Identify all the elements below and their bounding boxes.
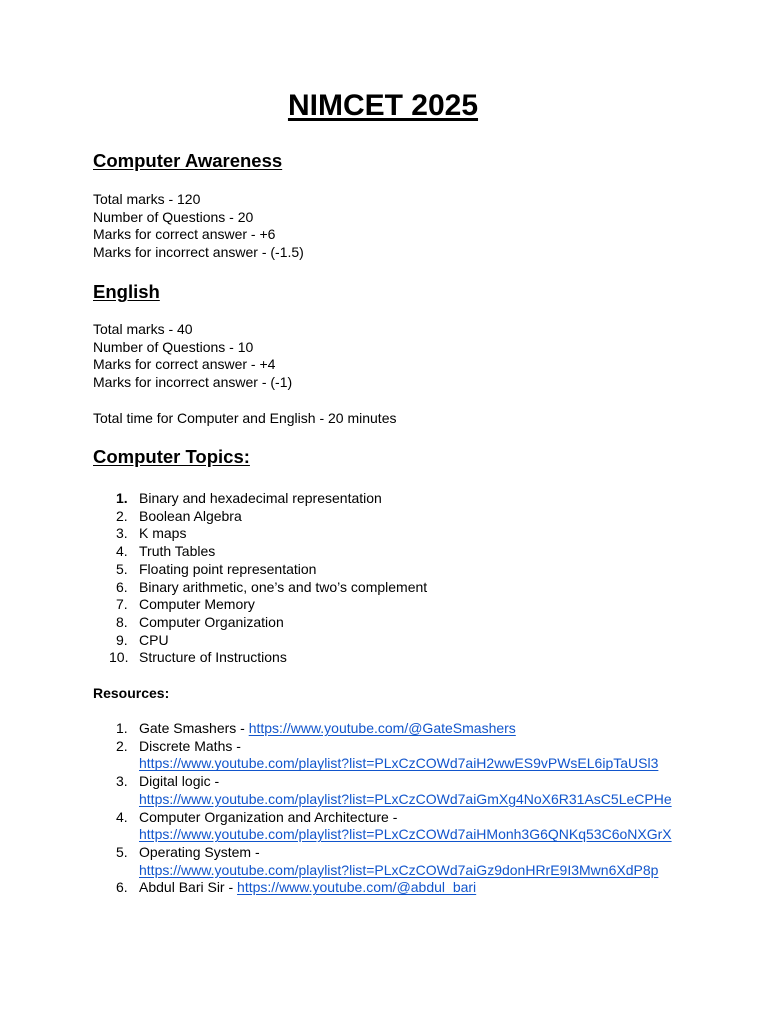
list-number: 5. [116, 560, 128, 577]
list-item [93, 738, 683, 773]
operating-system-link[interactable]: https://www.youtube.com/playlist?list=PLxCzCOWd7aiGz9donHRrE9I3Mwn6XdP8p [139, 861, 659, 878]
list-item [93, 632, 683, 650]
resource-label: Discrete Maths - [139, 737, 241, 754]
list-number: 10. [109, 649, 129, 666]
resource-label: Computer Organization and Architecture - [139, 808, 398, 825]
list-number: 4. [116, 808, 128, 825]
list-item [93, 844, 683, 879]
topic-text: Computer Memory [139, 596, 255, 613]
ca-total-marks: Total marks - 120 [93, 191, 201, 207]
en-correct-marks: Marks for correct answer - +4 [93, 356, 276, 373]
list-item [93, 490, 683, 508]
list-number: 6. [116, 578, 128, 595]
topic-text: Floating point representation [139, 560, 317, 577]
list-item [93, 809, 683, 844]
list-item [93, 543, 683, 561]
document-title: NIMCET 2025 [287, 89, 479, 122]
list-item [93, 561, 683, 579]
list-number: 8. [116, 613, 128, 630]
list-item [93, 525, 683, 543]
topic-text: Binary arithmetic, one’s and two’s complement [139, 578, 428, 595]
en-number-of-questions: Number of Questions - 10 [93, 338, 254, 355]
computer-awareness-details [93, 191, 304, 262]
list-number: 2. [116, 737, 128, 754]
abdul-bari-link[interactable]: https://www.youtube.com/@abdul_bari [237, 879, 477, 896]
list-number: 3. [116, 773, 128, 790]
list-number: 9. [116, 631, 128, 648]
topic-text: CPU [139, 631, 169, 648]
list-item [93, 649, 683, 667]
list-number: 2. [116, 507, 128, 524]
coa-link[interactable]: https://www.youtube.com/playlist?list=PLxCzCOWd7aiHMonh3G6QNKq53C6oNXGrX [139, 826, 672, 843]
resources-heading: Resources: [93, 685, 170, 701]
topic-text: Binary and hexadecimal representation [139, 490, 382, 506]
topic-text: K maps [139, 525, 187, 542]
english-heading: English [93, 281, 160, 302]
digital-logic-link[interactable]: https://www.youtube.com/playlist?list=PLxCzCOWd7aiGmXg4NoX6R31AsC5LeCPHe [139, 790, 672, 807]
discrete-maths-link[interactable]: https://www.youtube.com/playlist?list=PLxCzCOWd7aiH2wwES9vPWsEL6ipTaUSl3 [139, 755, 659, 772]
english-details [93, 321, 292, 392]
list-item [93, 879, 683, 897]
resource-label: Abdul Bari Sir - [139, 879, 238, 896]
topic-text: Computer Organization [139, 613, 284, 630]
ca-number-of-questions: Number of Questions - 20 [93, 208, 254, 225]
computer-topics-heading: Computer Topics: [93, 446, 250, 467]
list-number: 7. [116, 596, 128, 613]
gate-smashers-link[interactable]: https://www.youtube.com/@GateSmashers [248, 720, 516, 736]
list-number: 5. [116, 843, 128, 860]
list-item [93, 579, 683, 597]
list-item [93, 596, 683, 614]
list-number: 1. [116, 490, 128, 506]
list-number: 6. [116, 879, 128, 896]
resource-label: Gate Smashers - [139, 720, 249, 736]
en-incorrect-marks: Marks for incorrect answer - (-1) [93, 374, 293, 391]
list-item [93, 773, 683, 808]
list-number: 1. [116, 720, 128, 736]
resources-list [93, 720, 683, 897]
topic-text: Structure of Instructions [139, 649, 287, 666]
list-item [93, 508, 683, 526]
list-item [93, 614, 683, 632]
topic-text: Truth Tables [139, 543, 216, 560]
total-time [93, 410, 396, 428]
computer-awareness-heading: Computer Awareness [93, 150, 283, 171]
list-number: 3. [116, 525, 128, 542]
list-number: 4. [116, 543, 128, 560]
computer-topics-list [93, 490, 683, 667]
topic-text: Boolean Algebra [139, 507, 242, 524]
ca-incorrect-marks: Marks for incorrect answer - (-1.5) [93, 244, 304, 261]
resource-label: Operating System - [139, 843, 260, 860]
en-total-marks: Total marks - 40 [93, 321, 193, 337]
resource-label: Digital logic - [139, 773, 220, 790]
list-item [93, 720, 683, 738]
total-time-text: Total time for Computer and English - 20 minutes [93, 410, 397, 426]
ca-correct-marks: Marks for correct answer - +6 [93, 226, 276, 243]
